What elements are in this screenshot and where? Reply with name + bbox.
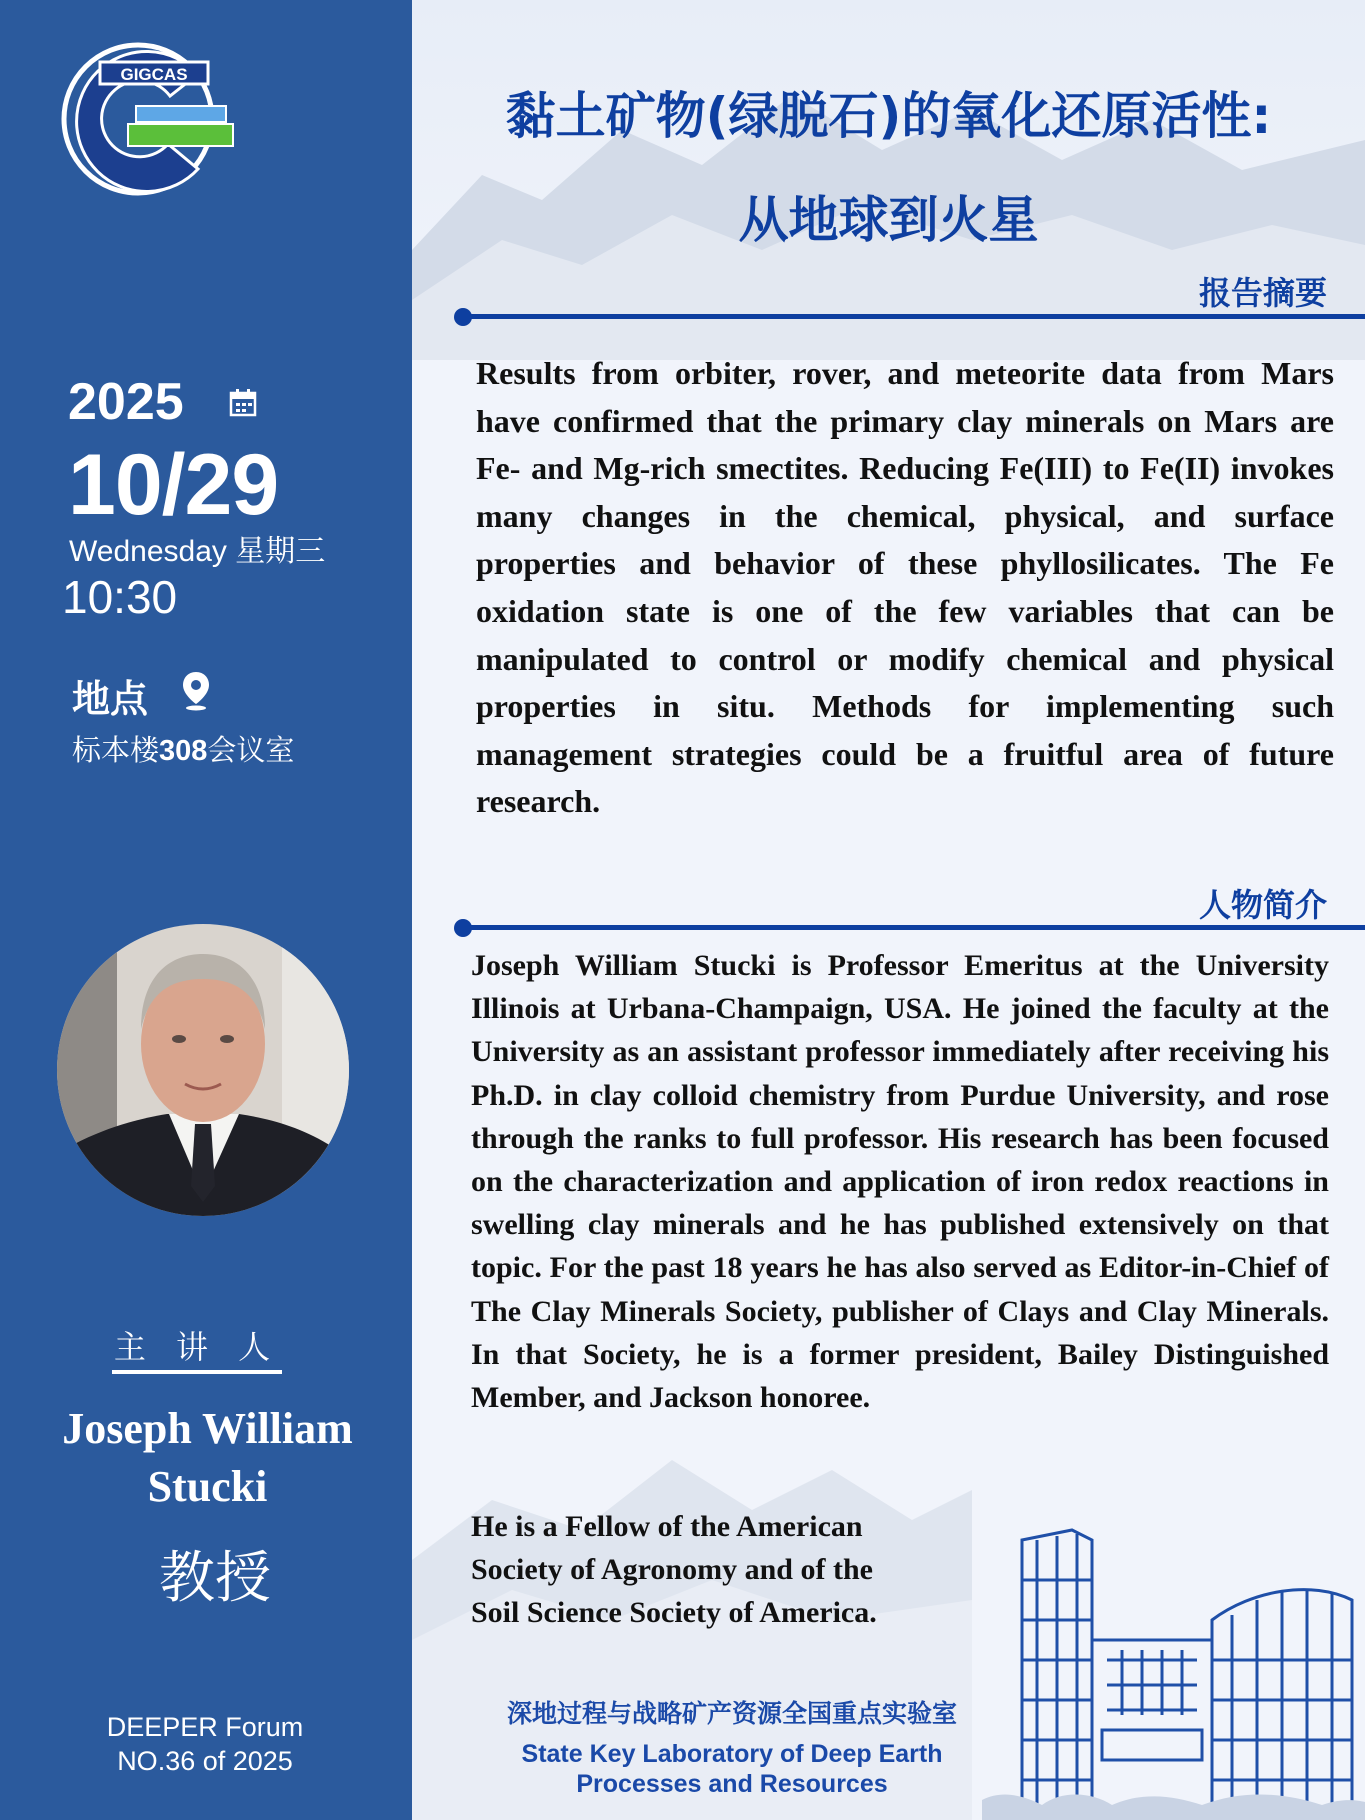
location-prefix: 标本楼 xyxy=(72,733,160,767)
abstract-heading: 报告摘要 xyxy=(1198,274,1327,312)
bio-end-line2: Society of Agronomy and of the xyxy=(471,1553,873,1587)
event-date: 10/29 xyxy=(68,437,279,533)
location-number: 308 xyxy=(159,735,208,767)
location-pin-icon xyxy=(180,670,212,712)
event-year: 2025 xyxy=(68,373,184,431)
lab-name-en-line1: State Key Laboratory of Deep Earth xyxy=(521,1740,943,1768)
bio-heading: 人物简介 xyxy=(1198,886,1327,924)
talk-title xyxy=(412,64,1365,272)
speaker-name: Joseph William Stucki xyxy=(62,1404,353,1511)
laboratory-building-illustration xyxy=(982,1500,1365,1820)
talk-title-line1: 黏土矿物(绿脱石)的氧化还原活性: xyxy=(505,87,1272,145)
talk-title-line2: 从地球到火星 xyxy=(738,191,1039,249)
location-value xyxy=(72,728,294,769)
forum-number: NO.36 of 2025 xyxy=(117,1746,293,1776)
logo-text: GIGCAS xyxy=(120,65,188,84)
speaker-title: 教授 xyxy=(159,1546,271,1611)
calendar-icon xyxy=(228,388,258,418)
lab-name-cn: 深地过程与战略矿产资源全国重点实验室 xyxy=(506,1699,957,1728)
speaker-divider xyxy=(112,1370,282,1374)
lab-name-en-line2: Processes and Resources xyxy=(576,1770,888,1798)
bio-end-line1: He is a Fellow of the American xyxy=(471,1510,863,1543)
location-suffix: 会议室 xyxy=(207,733,295,767)
lab-name-en xyxy=(472,1739,992,1799)
forum-info xyxy=(50,1710,360,1778)
bio-text-end xyxy=(471,1505,991,1635)
bio-end-line3: Soil Science Society of America. xyxy=(471,1596,877,1630)
institute-logo xyxy=(58,34,238,204)
event-weekday: Wednesday 星期三 xyxy=(69,535,326,568)
sidebar xyxy=(0,0,412,1820)
forum-name: DEEPER Forum xyxy=(106,1712,304,1742)
abstract-heading-line xyxy=(461,314,1365,319)
abstract-text: Results from orbiter, rover, and meteorite data from Mars have confirmed that the primary clay minerals on Mars are Fe- and Mg-rich smectites. Reducing Fe(III) to Fe(II) invokes many changes in the chemical, physical, and surface properties and behavior of these phyllosilicates. The Fe oxidation state is one of the few variables that can be manipulated to control or modify chemical and physical properties in situ. Methods for implementing such management strategies could be a fruitful area of future research. xyxy=(476,355,1334,820)
location-label: 地点 xyxy=(72,677,149,721)
event-time: 10:30 xyxy=(62,571,178,623)
speaker-photo xyxy=(57,924,349,1216)
bio-text: Joseph William Stucki is Professor Emeritus at the University Illinois at Urbana-Champaign, USA. He joined the faculty at the University as an assistant professor immediately after receiving his Ph.D. in clay colloid chemistry from Purdue University, and rose through the ranks to full professor. His research has been focused on the characterization and application of iron redox reactions in swelling clay minerals and he has published extensively on that topic. For the past 18 years he has also served as Editor-in-Chief of The Clay Minerals Society, publisher of Clays and Clay Minerals. In that Society, he is a former president, Bailey Distinguished Member, and Jackson honoree. xyxy=(471,949,1329,1415)
main-panel xyxy=(412,0,1365,1820)
speaker-label: 主 讲 人 xyxy=(113,1328,281,1366)
bio-heading-line xyxy=(461,925,1365,930)
